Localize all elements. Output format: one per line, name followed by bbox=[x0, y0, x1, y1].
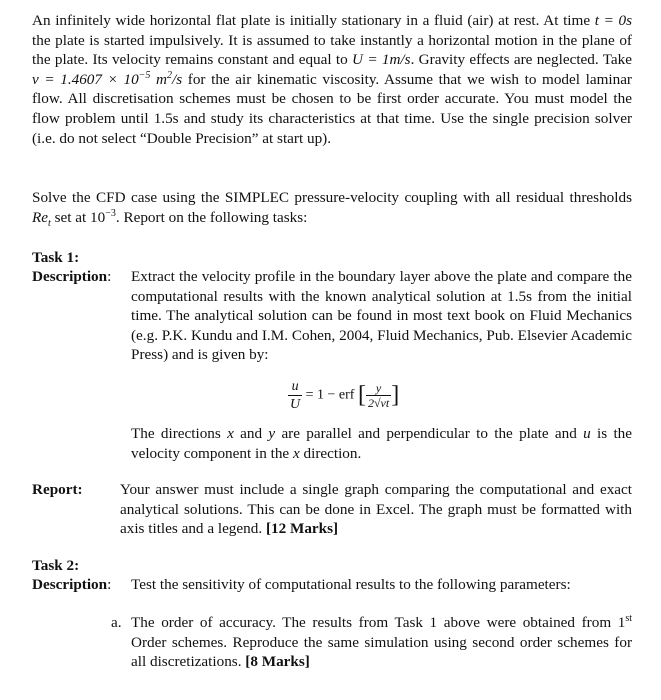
time-equation: t = 0s bbox=[594, 12, 632, 29]
viscosity-equation: $\nu = 1.4607 \times 10^{-5}$ $m^2/s$ bbox=[32, 69, 183, 88]
intro-paragraph: An infinitely wide horizontal flat plate is initially stationary in a fluid (air) at rest. At time t = 0s the plate is started impulsively. It is assumed to take instantly a horizontal motion in the plane of the plate. Its velocity remains constant and equal to U = 1m/s. Gravity effects are neglected. Take $\nu = 1.4607 \times 10^{-5}$ $m^2/s$ for the air kinematic viscosity. Assume that we wish to model laminar flow. All discretisation schemes must be chosen to be first order accurate. You must model the flow problem until 1.5s and study its characteristics at that time. Use the single precision solver (i.e. do not select “Double Precision” at start up). bbox=[32, 12, 633, 147]
task1-description-label: Description: bbox=[32, 268, 112, 285]
task1-report-label: Report: bbox=[32, 481, 83, 498]
task1-description: Extract the velocity profile in the boundary layer above the plate and compare the computational results with the known analytical solution at 1.5s from the initial time. The analytical solution can be found in most text book on Fluid Mechanics (e.g. P.K. Kundu and I.M. Cohen, 2004, Fluid Mechanics, Pub. Elsevier Academic Press) and is given by: bbox=[131, 268, 632, 364]
solve-paragraph: Solve the CFD case using the SIMPLEC pressure-velocity coupling with all residual thresholds $Re_t$ set at $10^{-3}$. Report on the following tasks: bbox=[32, 189, 632, 229]
task1-title: Task 1: bbox=[32, 249, 80, 266]
residual-symbol: $Re_t$ bbox=[32, 208, 51, 229]
directions-text: The directions x and y are parallel and perpendicular to the plate and u is the velocity component in the x direction. bbox=[131, 425, 632, 462]
task2-title: Task 2: bbox=[32, 557, 80, 574]
task1-marks: [12 Marks] bbox=[265, 520, 339, 538]
list-item-marker: a. bbox=[111, 614, 122, 631]
task2-description: Test the sensitivity of computational results to the following parameters: bbox=[131, 576, 571, 593]
list-item: The order of accuracy. The results from Task 1 above were obtained from 1st Order schemes. Reproduce the same simulation using second order schemes for all discretizations. [8 Marks] bbox=[131, 612, 632, 671]
velocity-ratio: $\frac{u}{U}$ bbox=[290, 379, 301, 412]
velocity-equation: U = 1m/s bbox=[352, 51, 411, 69]
task2-marks: [8 Marks] bbox=[245, 653, 310, 671]
analytical-equation: $\frac{u}{U}$ = 1 − erf [ $\frac{y}{2√\nu t}$ ] bbox=[290, 379, 400, 412]
similarity-variable: $\frac{y}{2√\nu t}$ bbox=[367, 381, 390, 410]
task1-report: Your answer must include a single graph comparing the computational and exact analytical solutions. This can be done in Excel. The graph must be formatted with axis titles and a legend. [12 Marks] bbox=[120, 481, 632, 538]
task2-description-label: Description: bbox=[32, 576, 112, 593]
